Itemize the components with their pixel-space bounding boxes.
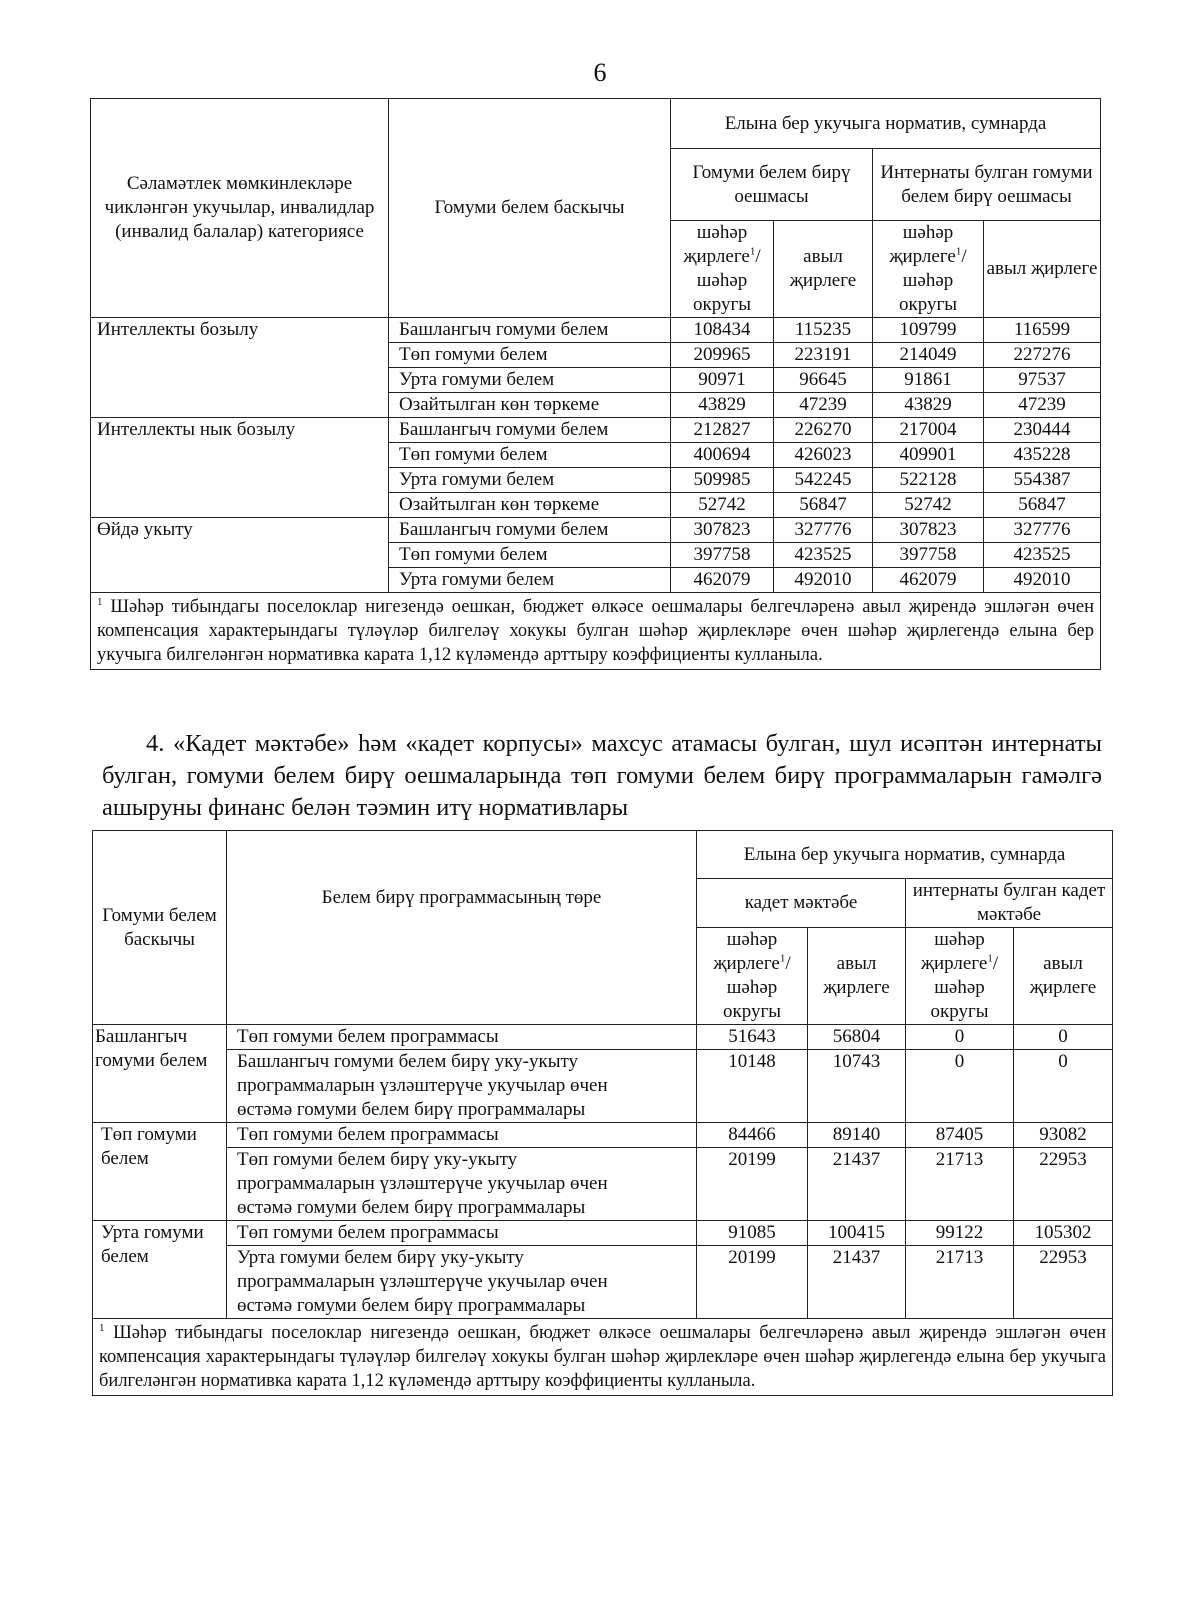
category-cell: Интеллекты нык бозылу [91, 418, 389, 518]
header-group-boarding: Интернаты булган гомуми белем бирү оешмасы [873, 149, 1101, 221]
value-cell: 522128 [873, 468, 984, 493]
value-cell: 492010 [774, 568, 873, 593]
value-cell: 462079 [671, 568, 774, 593]
value-cell: 230444 [984, 418, 1101, 443]
value-cell: 84466 [697, 1123, 808, 1148]
header-urban: шәһәр җирлеге$^1$/ шәһәр округы [873, 221, 984, 318]
level-cell: Башлангыч гомуми белем [389, 518, 671, 543]
header-group-cadet: кадет мәктәбе [697, 879, 906, 928]
table-cadet-norms [92, 830, 1113, 1396]
value-cell: 307823 [671, 518, 774, 543]
program-cell: Урта гомуми белем бирү уку-укыту программаларын үзләштерүче укучылар өчен өстәмә гомуми белем бирү программалары [227, 1246, 697, 1319]
value-cell: 51643 [697, 1025, 808, 1050]
value-cell: 21713 [906, 1148, 1014, 1221]
header-rural: авыл җирлеге [774, 221, 873, 318]
value-cell: 115235 [774, 318, 873, 343]
value-cell: 400694 [671, 443, 774, 468]
value-cell: 397758 [671, 543, 774, 568]
value-cell: 21437 [808, 1246, 906, 1319]
value-cell: 20199 [697, 1148, 808, 1221]
header-level: Гомуми белем баскычы [93, 831, 227, 1025]
value-cell: 105302 [1014, 1221, 1113, 1246]
value-cell: 307823 [873, 518, 984, 543]
level-cell: Башлангыч гомуми белем [389, 318, 671, 343]
level-cell: Төп гомуми белем [93, 1123, 227, 1221]
level-cell: Озайтылган көн төркеме [389, 493, 671, 518]
value-cell: 97537 [984, 368, 1101, 393]
program-cell: Төп гомуми белем программасы [227, 1123, 697, 1148]
footnote: $^1$ Шәһәр тибындагы поселоклар нигезендә оешкан, бюджет өлкәсе оешмалары белгечләренә авыл җирендә эшләгән өчен компенсация характерындагы түләүләр билгеләү хокукы булган шәһәр җирлекләре өчен шәһәр җирлегендә елына бер укучыга билгеләнгән нормативка карата 1,12 күләмендә арттыру коэффициенты кулланыла. [93, 1319, 1113, 1396]
level-cell: Төп гомуми белем [389, 543, 671, 568]
value-cell: 52742 [671, 493, 774, 518]
value-cell: 0 [906, 1050, 1014, 1123]
value-cell: 52742 [873, 493, 984, 518]
value-cell: 43829 [873, 393, 984, 418]
value-cell: 93082 [1014, 1123, 1113, 1148]
header-urban: шәһәр җирлеге$^1$/ шәһәр округы [671, 221, 774, 318]
level-cell: Башлангыч гомуми белем [389, 418, 671, 443]
level-cell: Урта гомуми белем [389, 368, 671, 393]
value-cell: 212827 [671, 418, 774, 443]
value-cell: 214049 [873, 343, 984, 368]
value-cell: 10148 [697, 1050, 808, 1123]
value-cell: 226270 [774, 418, 873, 443]
value-cell: 397758 [873, 543, 984, 568]
header-rural: авыл җирлеге [984, 221, 1101, 318]
value-cell: 435228 [984, 443, 1101, 468]
value-cell: 96645 [774, 368, 873, 393]
value-cell: 21713 [906, 1246, 1014, 1319]
level-cell: Башлангыч гомуми белем [93, 1025, 227, 1123]
value-cell: 0 [1014, 1025, 1113, 1050]
value-cell: 99122 [906, 1221, 1014, 1246]
header-norm-title: Елына бер укучыга норматив, сумнарда [671, 99, 1101, 149]
header-group-cadet-boarding: интернаты булган кадет мәктәбе [906, 879, 1113, 928]
level-cell: Төп гомуми белем [389, 343, 671, 368]
value-cell: 47239 [774, 393, 873, 418]
value-cell: 91861 [873, 368, 984, 393]
value-cell: 423525 [984, 543, 1101, 568]
header-urban: шәһәр җирлеге$^1$/ шәһәр округы [906, 928, 1014, 1025]
value-cell: 90971 [671, 368, 774, 393]
value-cell: 22953 [1014, 1148, 1113, 1221]
value-cell: 87405 [906, 1123, 1014, 1148]
value-cell: 89140 [808, 1123, 906, 1148]
header-group-general: Гомуми белем бирү оешмасы [671, 149, 873, 221]
header-norm-title: Елына бер укучыга норматив, сумнарда [697, 831, 1113, 879]
header-level: Гомуми белем баскычы [389, 99, 671, 318]
value-cell: 462079 [873, 568, 984, 593]
page-number: 6 [593, 58, 607, 87]
program-cell: Төп гомуми белем бирү уку-укыту программаларын үзләштерүче укучылар өчен өстәмә гомуми белем бирү программалары [227, 1148, 697, 1221]
value-cell: 91085 [697, 1221, 808, 1246]
program-cell: Төп гомуми белем программасы [227, 1025, 697, 1050]
value-cell: 0 [906, 1025, 1014, 1050]
value-cell: 327776 [984, 518, 1101, 543]
value-cell: 116599 [984, 318, 1101, 343]
value-cell: 10743 [808, 1050, 906, 1123]
footnote: $^1$ Шәһәр тибындагы поселоклар нигезендә оешкан, бюджет өлкәсе оешмалары белгечләренә авыл җирендә эшләгән өчен компенсация характерындагы түләүләр билгеләү хокукы булган шәһәр җирлекләре өчен шәһәр җирлегендә елына бер укучыга билгеләнгән нормативка карата 1,12 күләмендә арттыру коэффициенты кулланыла. [91, 593, 1101, 670]
value-cell: 108434 [671, 318, 774, 343]
level-cell: Төп гомуми белем [389, 443, 671, 468]
value-cell: 327776 [774, 518, 873, 543]
value-cell: 423525 [774, 543, 873, 568]
value-cell: 56847 [774, 493, 873, 518]
value-cell: 223191 [774, 343, 873, 368]
value-cell: 227276 [984, 343, 1101, 368]
value-cell: 22953 [1014, 1246, 1113, 1319]
value-cell: 43829 [671, 393, 774, 418]
value-cell: 209965 [671, 343, 774, 368]
header-program: Белем бирү программасының төре [227, 831, 697, 1025]
value-cell: 0 [1014, 1050, 1113, 1123]
table-disabilities-norms [90, 98, 1101, 670]
level-cell: Урта гомуми белем [389, 568, 671, 593]
header-rural: авыл җирлеге [808, 928, 906, 1025]
level-cell: Озайтылган көн төркеме [389, 393, 671, 418]
header-urban: шәһәр җирлеге$^1$/ шәһәр округы [697, 928, 808, 1025]
value-cell: 21437 [808, 1148, 906, 1221]
category-cell: Өйдә укыту [91, 518, 389, 593]
value-cell: 100415 [808, 1221, 906, 1246]
value-cell: 492010 [984, 568, 1101, 593]
value-cell: 554387 [984, 468, 1101, 493]
value-cell: 20199 [697, 1246, 808, 1319]
header-category: Сәламәтлек мөмкинлекләре чикләнгән укучылар, инвалидлар (инвалид балалар) категориясе [91, 99, 389, 318]
value-cell: 109799 [873, 318, 984, 343]
value-cell: 217004 [873, 418, 984, 443]
value-cell: 509985 [671, 468, 774, 493]
value-cell: 56804 [808, 1025, 906, 1050]
value-cell: 426023 [774, 443, 873, 468]
section-heading: 4. «Кадет мәктәбе» һәм «кадет корпусы» махсус атамасы булган, шул исәптән интернаты булган, гомуми белем бирү оешмаларында төп гомуми белем бирү программаларын гамәлгә ашыруны финанс белән тәэмин итү нормативлары [102, 730, 1102, 821]
value-cell: 542245 [774, 468, 873, 493]
level-cell: Урта гомуми белем [389, 468, 671, 493]
program-cell: Башлангыч гомуми белем бирү уку-укыту программаларын үзләштерүче укучылар өчен өстәмә гомуми белем бирү программалары [227, 1050, 697, 1123]
value-cell: 47239 [984, 393, 1101, 418]
value-cell: 56847 [984, 493, 1101, 518]
header-rural: авыл җирлеге [1014, 928, 1113, 1025]
level-cell: Урта гомуми белем [93, 1221, 227, 1319]
program-cell: Төп гомуми белем программасы [227, 1221, 697, 1246]
value-cell: 409901 [873, 443, 984, 468]
category-cell: Интеллекты бозылу [91, 318, 389, 418]
